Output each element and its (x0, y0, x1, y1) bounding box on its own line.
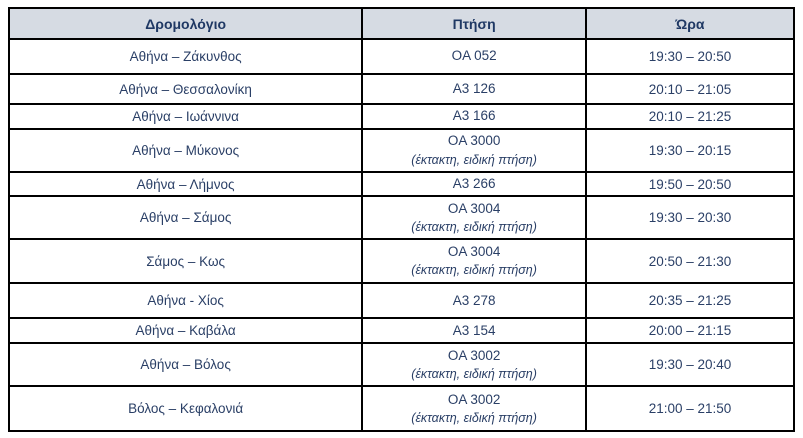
table-row (9, 283, 794, 318)
flight-schedule-table-container (8, 7, 795, 432)
flight-number: OA 3000 (447, 133, 501, 149)
time-cell: 19:30 – 20:15 (586, 129, 794, 172)
route-cell: Αθήνα – Ιωάννινα (9, 104, 362, 129)
flight-cell (362, 196, 586, 239)
flight-cell (362, 343, 586, 386)
flight-number: OA 3004 (447, 200, 501, 216)
flight-cell (362, 104, 586, 129)
header-time: Ώρα (586, 8, 794, 39)
flight-cell (362, 39, 586, 74)
table-row (9, 196, 794, 239)
header-route: Δρομολόγιο (9, 8, 362, 39)
table-row (9, 104, 794, 129)
time-cell: 21:00 – 21:50 (586, 386, 794, 431)
flight-cell (362, 318, 586, 343)
route-cell: Αθήνα – Μύκονος (9, 129, 362, 172)
table-row (9, 172, 794, 196)
flight-cell (362, 239, 586, 283)
route-cell: Αθήνα - Χίος (9, 283, 362, 318)
flight-note: (έκτακτη, ειδική πτήση) (411, 366, 537, 381)
flight-cell (362, 74, 586, 104)
header-row (9, 8, 794, 39)
flight-cell (362, 283, 586, 318)
flight-cell (362, 386, 586, 431)
table-row (9, 318, 794, 343)
route-cell: Αθήνα – Θεσσαλονίκη (9, 74, 362, 104)
table-row (9, 74, 794, 104)
table-row (9, 343, 794, 386)
flight-number: OA 052 (451, 48, 497, 64)
route-cell: Αθήνα – Σάμος (9, 196, 362, 239)
flight-cell (362, 172, 586, 196)
route-cell: Αθήνα – Ζάκυνθος (9, 39, 362, 74)
flight-number: OA 3004 (447, 244, 501, 260)
flight-number: OA 3002 (447, 391, 501, 407)
table-row (9, 129, 794, 172)
time-cell: 19:30 – 20:40 (586, 343, 794, 386)
flight-number: A3 166 (452, 108, 496, 124)
table-row (9, 239, 794, 283)
time-cell: 20:10 – 21:25 (586, 104, 794, 129)
time-cell: 20:50 – 21:30 (586, 239, 794, 283)
time-cell: 20:10 – 21:05 (586, 74, 794, 104)
time-cell: 19:30 – 20:30 (586, 196, 794, 239)
flight-note: (έκτακτη, ειδική πτήση) (411, 219, 537, 234)
flight-schedule-table (8, 7, 795, 432)
flight-number: A3 266 (452, 176, 496, 191)
header-flight: Πτήση (362, 8, 586, 39)
route-cell: Βόλος – Κεφαλονιά (9, 386, 362, 431)
flight-note: (έκτακτη, ειδική πτήση) (411, 263, 537, 278)
flight-number: A3 278 (452, 292, 496, 308)
flight-note: (έκτακτη, ειδική πτήση) (411, 410, 537, 425)
route-cell: Αθήνα – Βόλος (9, 343, 362, 386)
time-cell: 19:30 – 20:50 (586, 39, 794, 74)
table-row (9, 39, 794, 74)
route-cell: Σάμος – Κως (9, 239, 362, 283)
time-cell: 20:35 – 21:25 (586, 283, 794, 318)
flight-number: A3 126 (452, 80, 496, 96)
flight-number: A3 154 (452, 322, 496, 338)
route-cell: Αθήνα – Καβάλα (9, 318, 362, 343)
flight-cell (362, 129, 586, 172)
flight-number: OA 3002 (447, 347, 501, 363)
route-cell: Αθήνα – Λήμνος (9, 172, 362, 196)
time-cell: 19:50 – 20:50 (586, 172, 794, 196)
flight-note: (έκτακτη, ειδική πτήση) (411, 152, 537, 167)
time-cell: 20:00 – 21:15 (586, 318, 794, 343)
table-row (9, 386, 794, 431)
